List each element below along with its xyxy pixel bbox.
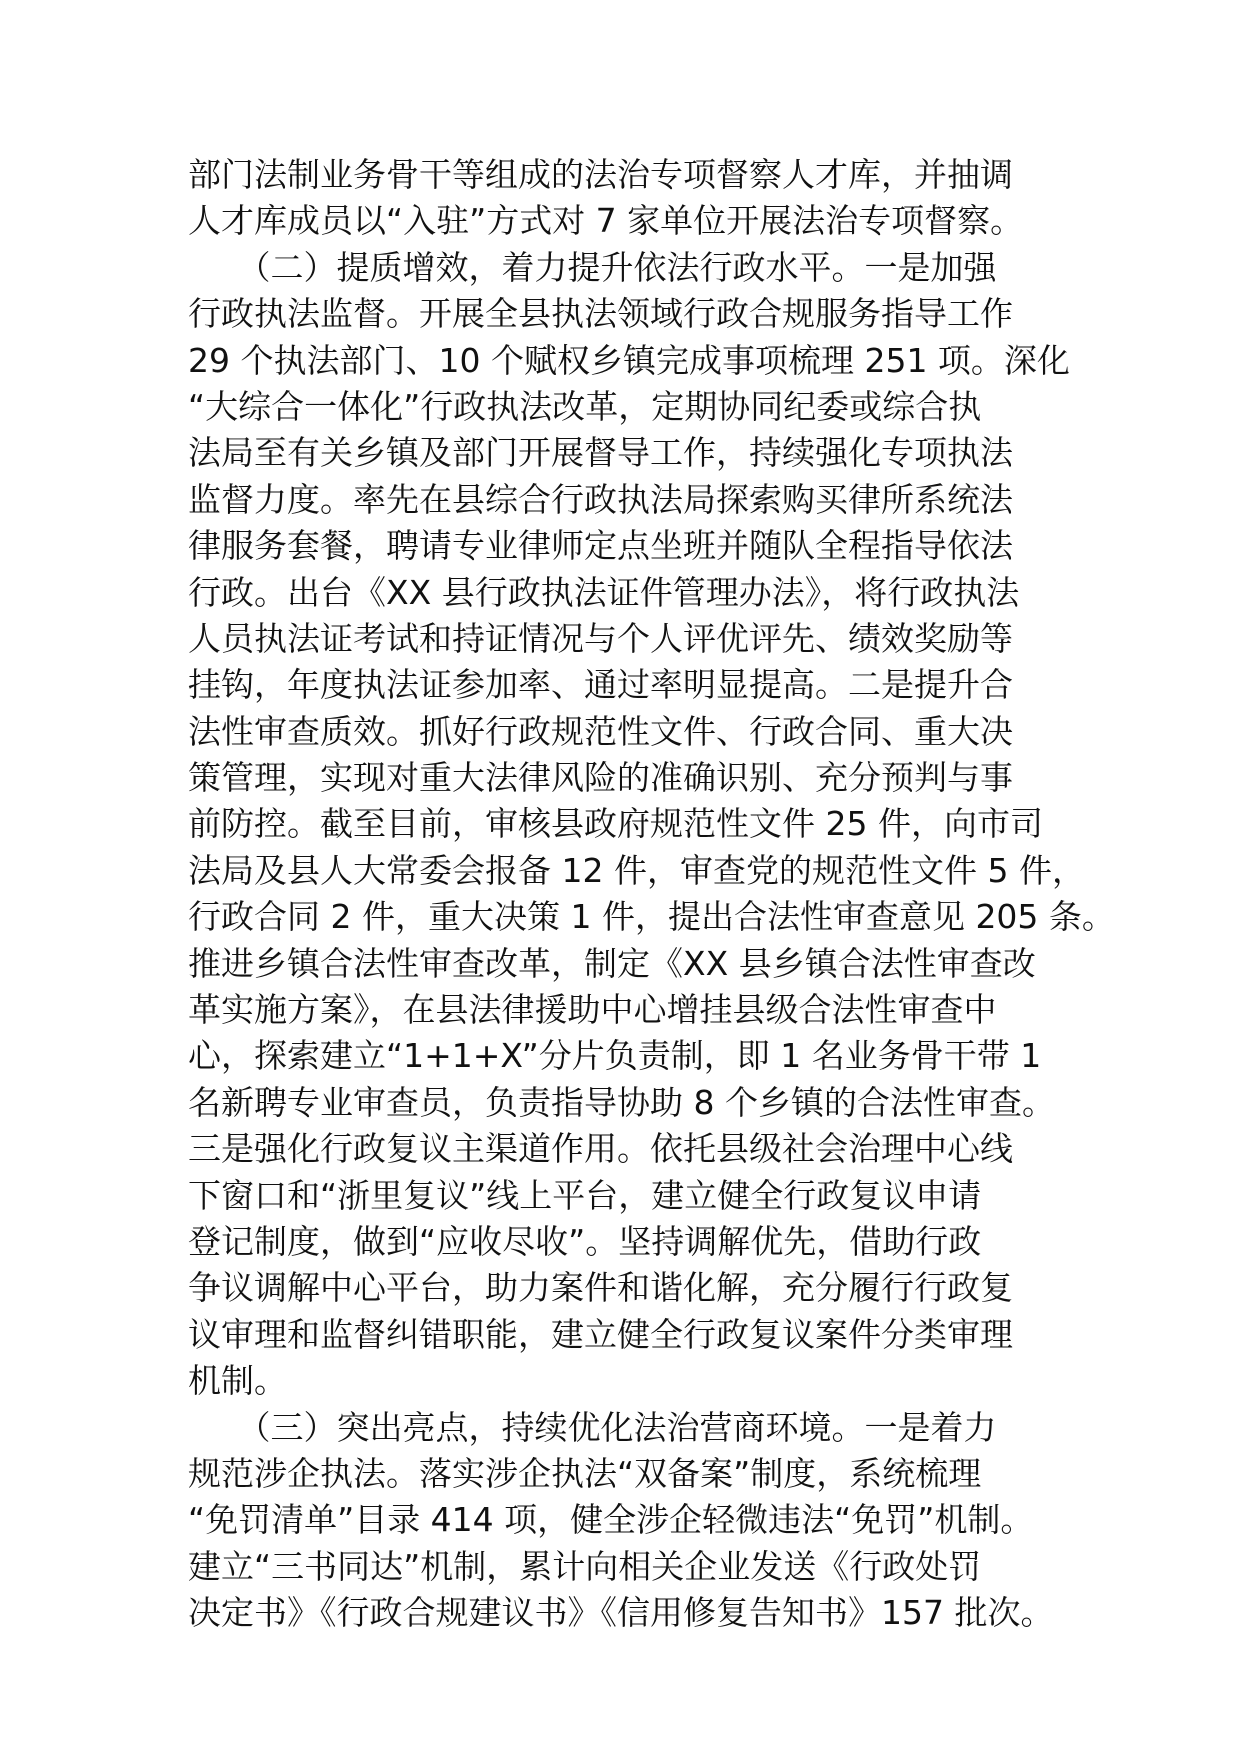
text-line: 部门法制业务骨干等组成的法治专项督察人才库，并抽调	[188, 155, 1013, 194]
text-line: 议审理和监督纠错职能，建立健全行政复议案件分类审理	[188, 1314, 1013, 1354]
section-heading-line: （三）突出亮点，持续优化法治营商环境。一是着力	[188, 1407, 997, 1447]
text-line: 人才库成员以“入驻”方式对 7 家单位开展法治专项督察。	[188, 201, 1024, 241]
text-line: 下窗口和“浙里复议”线上平台，建立健全行政复议申请	[188, 1175, 982, 1215]
text-line: 革实施方案》，在县法律援助中心增挂县级合法性审查中	[188, 990, 997, 1030]
text-line: 行政执法监督。开展全县执法领域行政合规服务指导工作	[188, 294, 1013, 334]
text-line: 人员执法证考试和持证情况与个人评优评先、绩效奖励等	[188, 618, 1013, 658]
section-heading-line: （二）提质增效，着力提升依法行政水平。一是加强	[188, 247, 997, 287]
text-line: 争议调解中心平台，助力案件和谐化解，充分履行行政复	[188, 1268, 1013, 1308]
text-line: 监督力度。率先在县综合行政执法局探索购买律所系统法	[188, 479, 1013, 519]
text-line: 心，探索建立“1+1+X”分片负责制，即 1 名业务骨干带 1	[188, 1036, 1042, 1076]
text-line: 行政合同 2 件，重大决策 1 件，提出合法性审查意见 205 条。	[188, 897, 1115, 937]
text-line: 前防控。截至目前，审核县政府规范性文件 25 件，向市司	[188, 804, 1043, 844]
text-line: 建立“三书同达”机制，累计向相关企业发送《行政处罚	[188, 1546, 982, 1586]
body-text	[188, 152, 1115, 1637]
text-line: 名新聘专业审查员，负责指导协助 8 个乡镇的合法性审查。	[188, 1082, 1055, 1122]
text-line: 三是强化行政复议主渠道作用。依托县级社会治理中心线	[188, 1129, 1013, 1169]
text-line: 规范涉企执法。落实涉企执法“双备案”制度，系统梳理	[188, 1453, 982, 1493]
text-line: 登记制度，做到“应收尽收”。坚持调解优先，借助行政	[188, 1221, 982, 1261]
text-line: 推进乡镇合法性审查改革，制定《XX 县乡镇合法性审查改	[188, 943, 1036, 983]
text-line: “免罚清单”目录 414 项，健全涉企轻微违法“免罚”机制。	[188, 1500, 1034, 1540]
text-line: 决定书》《行政合规建议书》《信用修复告知书》157 批次。	[188, 1593, 1054, 1633]
text-line: 机制。	[188, 1361, 287, 1401]
text-line: 挂钩，年度执法证参加率、通过率明显提高。二是提升合	[188, 665, 1013, 705]
text-line: 律服务套餐，聘请专业律师定点坐班并随队全程指导依法	[188, 526, 1013, 566]
text-line: 策管理，实现对重大法律风险的准确识别、充分预判与事	[188, 758, 1013, 798]
text-line: 法性审查质效。抓好行政规范性文件、行政合同、重大决	[188, 711, 1013, 751]
text-line: 法局至有关乡镇及部门开展督导工作，持续强化专项执法	[188, 433, 1013, 473]
text-line: 行政。出台《XX 县行政执法证件管理办法》，将行政执法	[188, 572, 1020, 612]
text-line: “大综合一体化”行政执法改革，定期协同纪委或综合执	[188, 386, 982, 426]
text-line: 29 个执法部门、10 个赋权乡镇完成事项梳理 251 项。深化	[188, 340, 1070, 380]
text-line: 法局及县人大常委会报备 12 件，审查党的规范性文件 5 件，	[188, 850, 1085, 890]
